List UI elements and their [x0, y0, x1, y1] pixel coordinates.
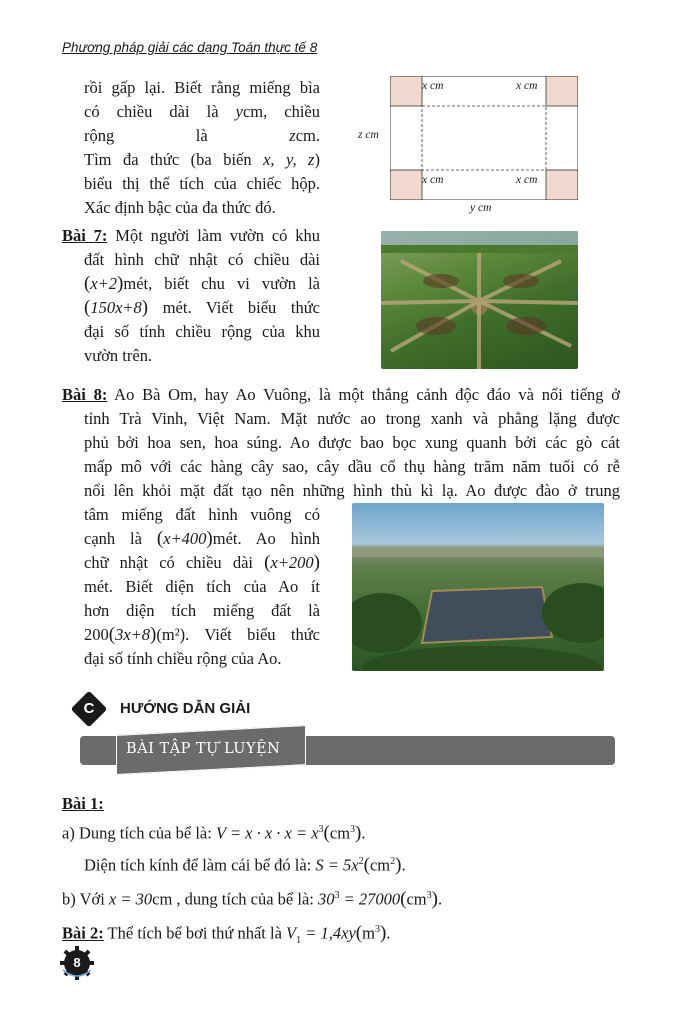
answer-a: a) Dung tích của bể là: $V = x \cdot x \cdot x = x^3(cm^3)$. [62, 822, 366, 844]
diagram-label-y: y cm [470, 202, 492, 214]
diagram-label-x: x cm [516, 80, 538, 92]
bai6-line: Tìm đa thức (ba biến x, y, z) [84, 150, 320, 169]
bai8-line: mấp mô với các hàng cây sao, cây dầu cổ thụ hàng trăm năm tuổi có rễ [84, 457, 620, 476]
bai8-line: Bài 8: Ao Bà Om, hay Ao Vuông, là một thắng cảnh độc đáo và nổi tiếng ở [62, 385, 620, 404]
garden-pattern [381, 231, 578, 369]
diagram-label-x: x cm [516, 174, 538, 186]
bai6-line: rồi gấp lại. Biết rằng miếng bìa [84, 78, 320, 97]
bai8-line: 200(3x+8)(m²). Viết biểu thức [84, 624, 320, 645]
bai7-line: Bài 7: Một người làm vườn có khu [62, 226, 320, 245]
bai8-line: chữ nhật có chiều dài (x+200) [84, 552, 320, 573]
page-number: 8 [73, 955, 81, 970]
box-net-diagram [390, 76, 578, 200]
bai7-line: (x+2)mét, biết chu vi vườn là [84, 273, 320, 294]
diagram-label-x: x cm [422, 80, 444, 92]
answer-b: b) Với x = 30cm , dung tích của bể là: $30^3 = 27000(cm^3)$. [62, 888, 443, 910]
bai8-line: phủ bởi hoa sen, hoa súng. Ao được bao bọc xung quanh bởi các gò cát [84, 433, 620, 452]
bai6-text [84, 76, 320, 220]
diagram-label-z: z cm [358, 129, 379, 141]
garden-photo [381, 231, 578, 369]
bai8-text [62, 383, 620, 503]
bai8-line: hơn diện tích miếng đất là [84, 601, 320, 620]
diagram-label-x: x cm [422, 174, 444, 186]
pond-photo [352, 503, 604, 671]
bai8-line: tỉnh Trà Vinh, Việt Nam. Mặt nước ao trong xanh và phẳng lặng được [84, 409, 620, 428]
section-c-title: HƯỚNG DẪN GIẢI [120, 700, 251, 717]
bai6-line: có chiều dài là ycm, chiều [84, 102, 321, 121]
bai6-line: Xác định bậc của đa thức đó. [84, 198, 276, 217]
bai8-line: mét. Biết diện tích của Ao ít [84, 577, 320, 596]
bai7-line: (150x+8) mét. Viết biểu thức [84, 297, 320, 318]
bai8-line: tâm miếng đất hình vuông có [84, 505, 320, 524]
bai8-text-left [84, 503, 320, 671]
section-c-letter: C [83, 700, 95, 717]
answer-area: Diện tích kính để làm cái bể đó là: $S = 5x^2(cm^2)$. [84, 854, 406, 876]
page-header: Phương pháp giải các dạng Toán thực tế 8 [62, 40, 318, 55]
answer-bai2: Bài 2: Thể tích bể bơi thứ nhất là $V_1 = 1,4xy(m^3)$. [62, 922, 391, 946]
exercise-banner-title: BÀI TẬP TỰ LUYỆN [126, 741, 281, 757]
bai7-line: đất hình chữ nhật có chiều dài [84, 250, 320, 269]
bai8-line: đại số tính chiều rộng của Ao. [84, 649, 282, 668]
bai8-line: cạnh là (x+400)mét. Ao hình [84, 528, 320, 549]
pond-scene [352, 503, 604, 671]
bai8-line: nổi lên khỏi mặt đất tạo nên những hình thù kì lạ. Ao được đào ở trung [84, 481, 620, 500]
bai7-text [62, 224, 320, 368]
bai6-line: rộng là zcm. [84, 126, 320, 145]
bai7-line: vườn trên. [84, 346, 153, 365]
bai7-line: đại số tính chiều rộng của khu [84, 322, 320, 341]
bai1-label: Bài 1: [62, 794, 104, 813]
bai6-line: biểu thị thể tích của chiếc hộp. [84, 174, 320, 193]
